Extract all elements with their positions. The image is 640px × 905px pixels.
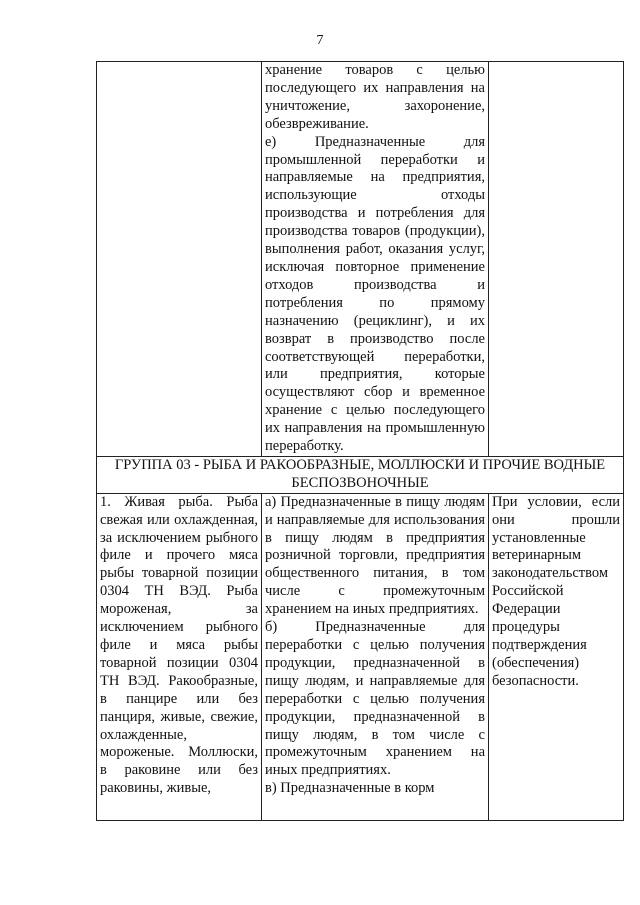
table-row-continued [97, 62, 624, 457]
group-heading-row [97, 456, 624, 493]
cell-purpose-fish [262, 493, 489, 820]
cell-product-fish [97, 493, 262, 820]
regulation-table [96, 61, 624, 821]
purpose-item-e: е) Предназначенные для промышленной переработки и направляемые на предприятия, использующие отходы производства и потребления для производства товаров (продукции), выполнения работ, оказания услуг, исключая повторное применение отходов производства и потребления по прямому назначению (рециклинг), и их возврат в производство после соответствующей переработки, или предприятия, которые осуществляют сбор и временное хранение с целью последующего их направления на промышленную переработку. [265, 133, 485, 455]
purpose-item-v: в) Предназначенные в корм [265, 780, 435, 797]
cell-purpose-continued [262, 62, 489, 457]
page-number: 7 [316, 33, 324, 48]
purpose-item-b: б) Предназначенные для переработки с целью получения продукции, предназначенной в пищу людям, и направляемые для переработки с целью получения продукции, предназначенной в пищу людям, в том числе с промежуточным хранением на иных предприятиях. [265, 619, 485, 779]
conditions-text: При условии, если они прошли установленные ветеринарным законодательством Российской Федерации процедуры подтверждения (обеспечения) безопасности. [492, 493, 620, 689]
cell-conditions-empty [489, 62, 624, 457]
product-description: 1. Живая рыба. Рыба свежая или охлажденная, за исключением рыбного филе и прочего мяса рыбы товарной позиции 0304 ТН ВЭД. Рыба мороженая, за исключением рыбного филе и мяса рыбы товарной позиции 0304 ТН ВЭД. Ракообразные, в панцире или без панциря, живые, свежие, охлажденные, мороженые. Моллюски, в раковине или без раковины, живые, [100, 493, 258, 797]
group-heading: ГРУППА 03 - РЫБА И РАКООБРАЗНЫЕ, МОЛЛЮСКИ И ПРОЧИЕ ВОДНЫЕ БЕСПОЗВОНОЧНЫЕ [97, 456, 624, 493]
table-row-fish [97, 493, 624, 820]
cell-conditions-fish [489, 493, 624, 820]
cell-product-empty [97, 62, 262, 457]
purpose-text-continuation: хранение товаров с целью последующего их направления на уничтожение, захоронение, обезвреживание. [265, 62, 485, 132]
purpose-item-a: а) Предназначенные в пищу людям и направляемые для использования в пищу людям в предприятия розничной торговли, предприятия общественного питания, в том числе с промежуточным хранением на иных предприятиях. [265, 493, 485, 618]
